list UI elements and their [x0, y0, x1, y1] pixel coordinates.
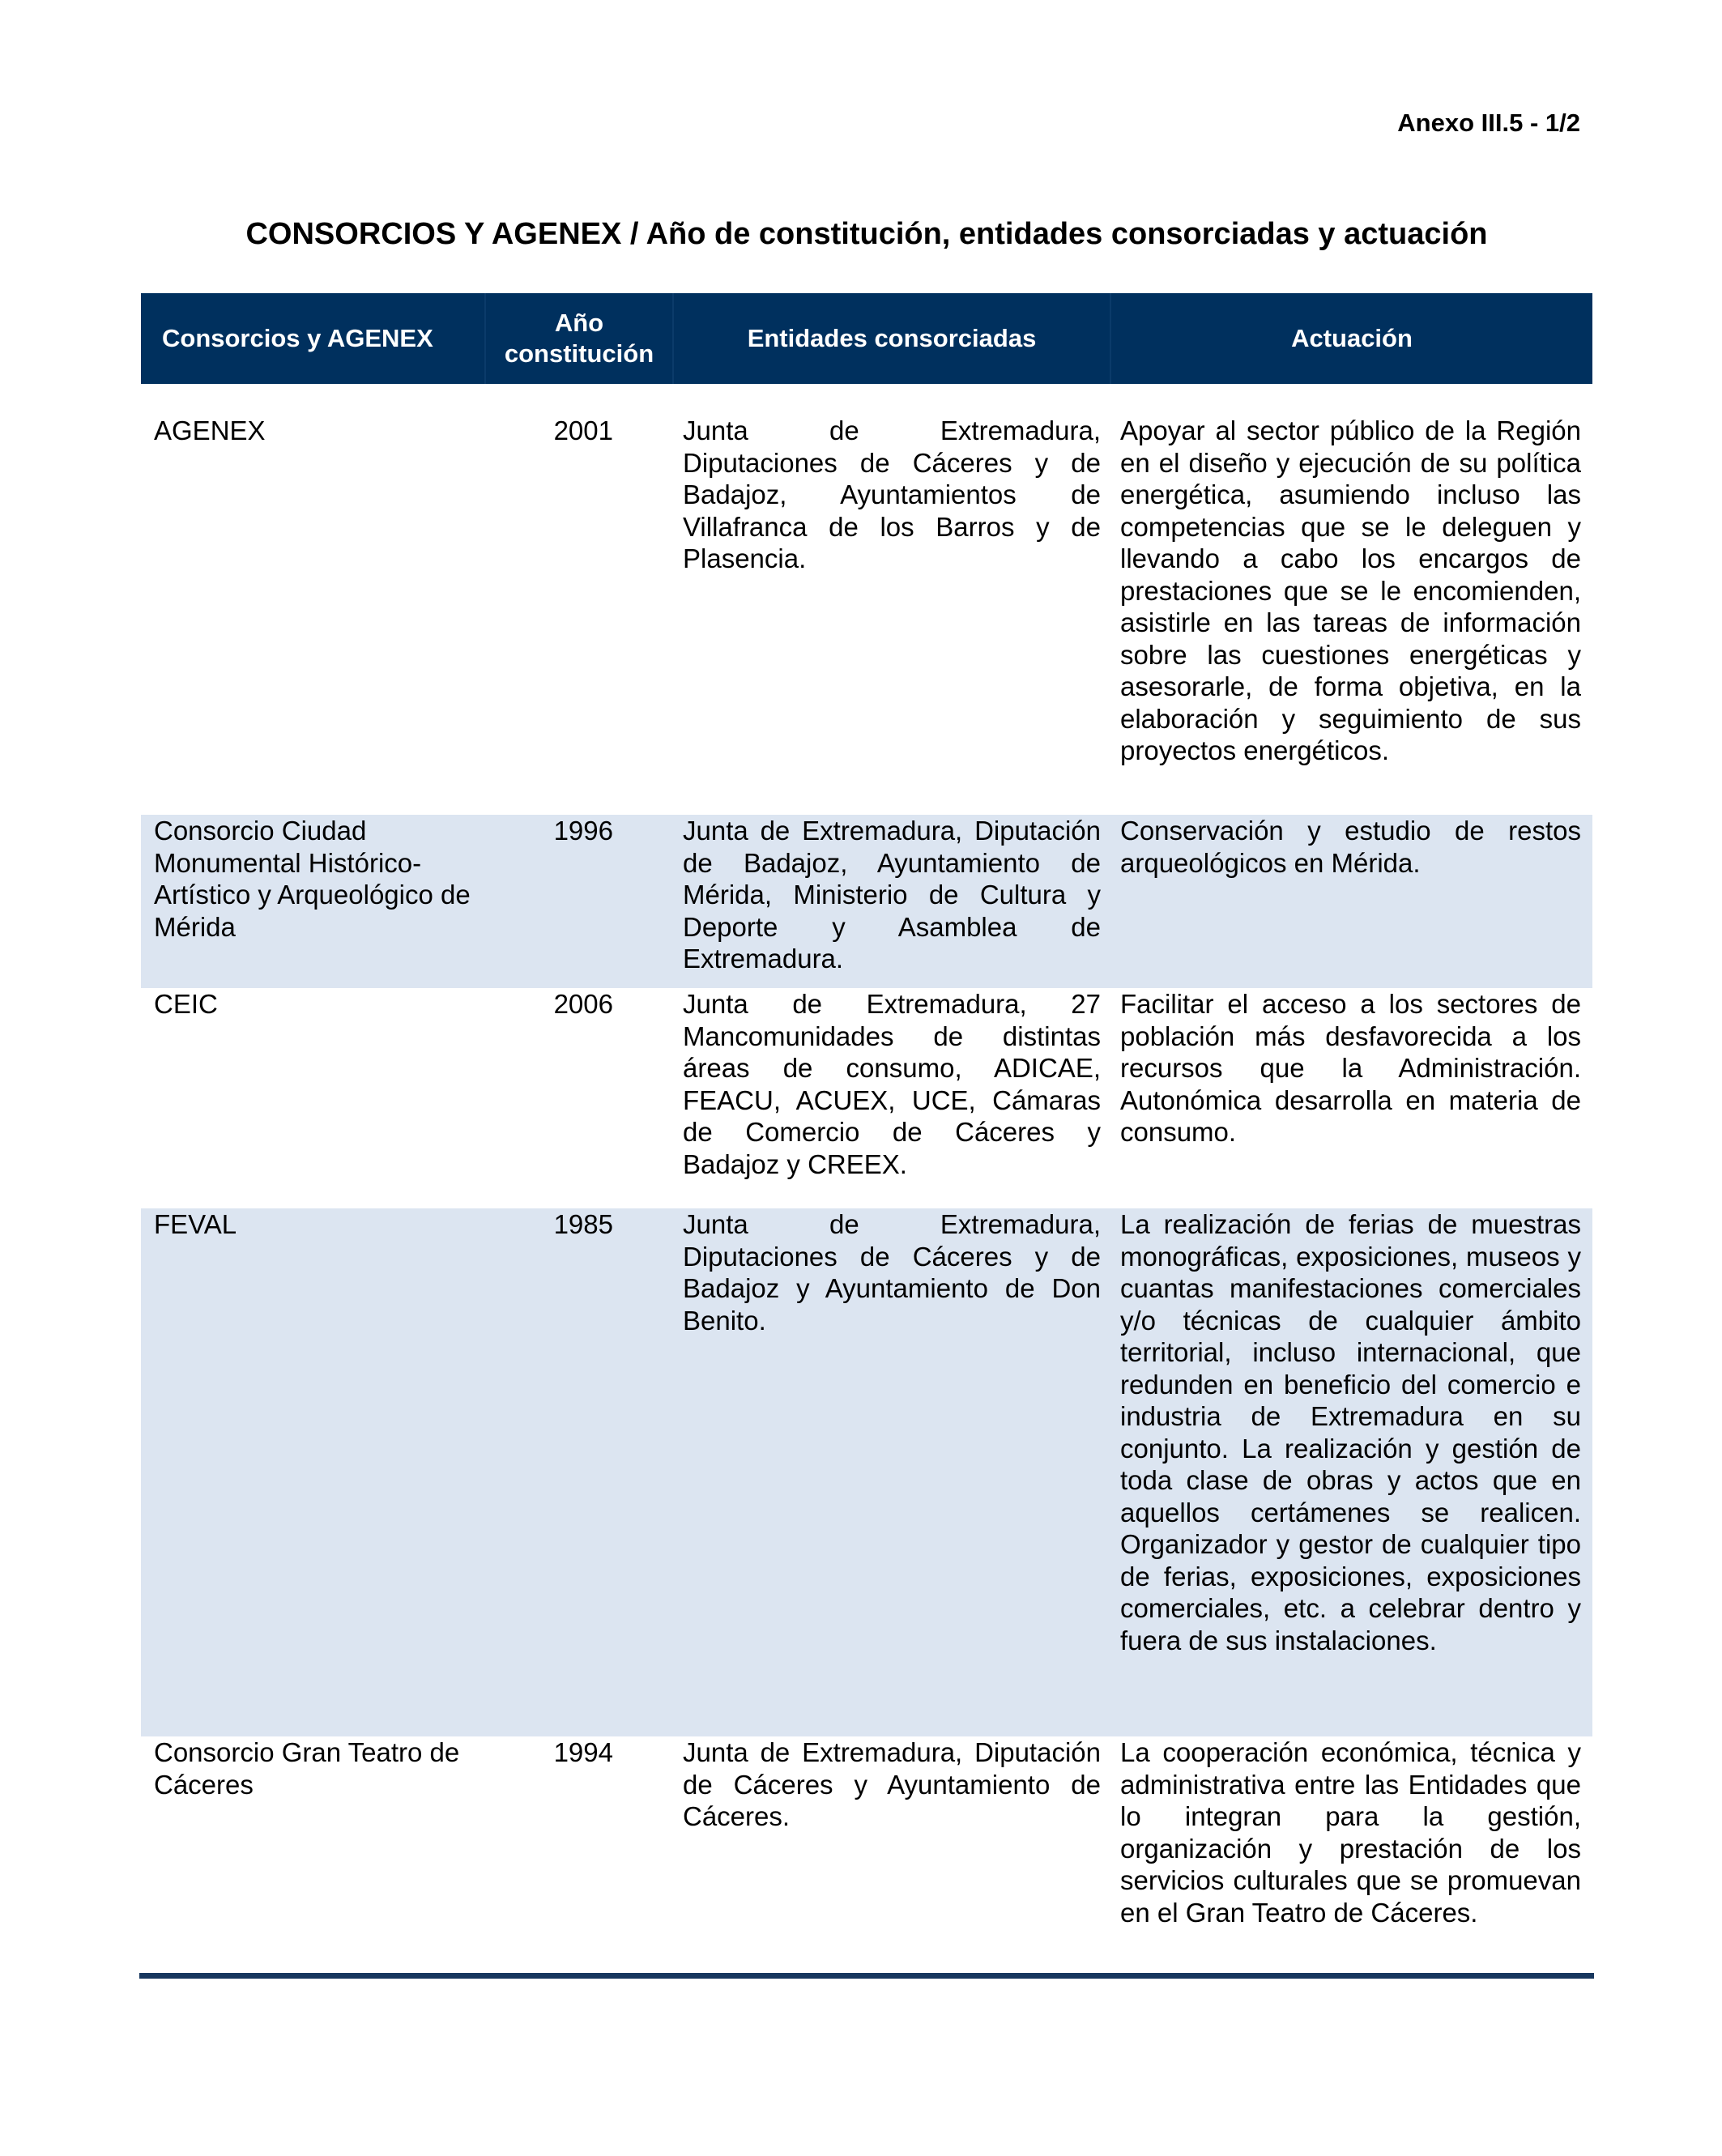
column-header-action: Actuación: [1110, 293, 1592, 384]
row-action: Facilitar el acceso a los sectores de población más desfavorecida a los recursos que la Administración. Autonómica desarrolla en materia de consumo.: [1120, 989, 1581, 1147]
table-row: [141, 415, 1592, 815]
row-action: Apoyar al sector público de la Región en el diseño y ejecución de su política energética, asumiendo incluso las competencias que se le deleguen y llevando a cabo los encargos de prestaciones que se le encomienden, asistirle en las tareas de información sobre las cuestiones energéticas y asesorarle, de forma objetiva, en la elaboración y seguimiento de sus proyectos energéticos.: [1120, 415, 1581, 765]
header-row: [141, 293, 1592, 384]
table-bottom-rule: [139, 1973, 1594, 1979]
column-header-year: Año constitución: [485, 293, 673, 384]
row-year: 2006: [553, 989, 613, 1019]
row-entities: Junta de Extremadura, Diputaciones de Cáceres y de Badajoz, Ayuntamientos de Villafranca de los Barros y de Plasencia.: [683, 415, 1101, 573]
row-action: La cooperación económica, técnica y administrativa entre las Entidades que lo integran para la gestión, organización y prestación de los servicios culturales que se promuevan en el Gran Teatro de Cáceres.: [1120, 1737, 1581, 1928]
row-year: 1985: [485, 1208, 673, 1736]
row-name: FEVAL: [141, 1208, 485, 1736]
row-name: CEIC: [154, 989, 218, 1019]
document-title: CONSORCIOS Y AGENEX / Año de constitución, entidades consorciadas y actuación: [245, 217, 1488, 251]
row-entities: Junta de Extremadura, Diputación de Badajoz, Ayuntamiento de Mérida, Ministerio de Cultura y Deporte y Asamblea de Extremadura.: [673, 815, 1110, 988]
table-body: [141, 384, 1592, 1968]
column-header-entities: Entidades consorciadas: [673, 293, 1110, 384]
table-row: [141, 1208, 1592, 1736]
row-year: 2001: [553, 415, 613, 445]
row-entities: Junta de Extremadura, Diputaciones de Cáceres y de Badajoz y Ayuntamiento de Don Benito.: [673, 1208, 1110, 1736]
row-entities: Junta de Extremadura, 27 Mancomunidades de distintas áreas de consumo, ADICAE, FEACU, ACUEX, UCE, Cámaras de Comercio de Cáceres y Badajoz y CREEX.: [683, 989, 1101, 1179]
row-name: Consorcio Gran Teatro de Cáceres: [154, 1737, 460, 1800]
table-header: [141, 293, 1592, 384]
row-year: 1994: [553, 1737, 613, 1767]
table-row: [141, 988, 1592, 1208]
row-action: La realización de ferias de muestras monográficas, exposiciones, museos y cuantas manifestaciones comerciales y/o técnicas de cualquier ámbito territorial, incluso internacional, que redunden en beneficio del comercio e industria de Extremadura en su conjunto. La realización y gestión de toda clase de obras y actos que en aquellos certámenes se realicen. Organizador y gestor de cualquier tipo de ferias, exposiciones, exposiciones comerciales, etc. a celebrar dentro y fuera de sus instalaciones.: [1110, 1208, 1592, 1736]
header-spacer: [141, 384, 1592, 415]
row-entities: Junta de Extremadura, Diputación de Cáceres y Ayuntamiento de Cáceres.: [683, 1737, 1101, 1831]
table-row: [141, 1736, 1592, 1968]
column-header-name: Consorcios y AGENEX: [141, 293, 485, 384]
table-row: [141, 815, 1592, 988]
consortia-table: [141, 293, 1592, 1968]
row-action: Conservación y estudio de restos arqueológicos en Mérida.: [1110, 815, 1592, 988]
row-name: Consorcio Ciudad Monumental Histórico-Artístico y Arqueológico de Mérida: [141, 815, 485, 988]
row-year: 1996: [485, 815, 673, 988]
row-name: AGENEX: [154, 415, 266, 445]
annex-label: Anexo III.5 - 1/2: [1397, 109, 1580, 137]
